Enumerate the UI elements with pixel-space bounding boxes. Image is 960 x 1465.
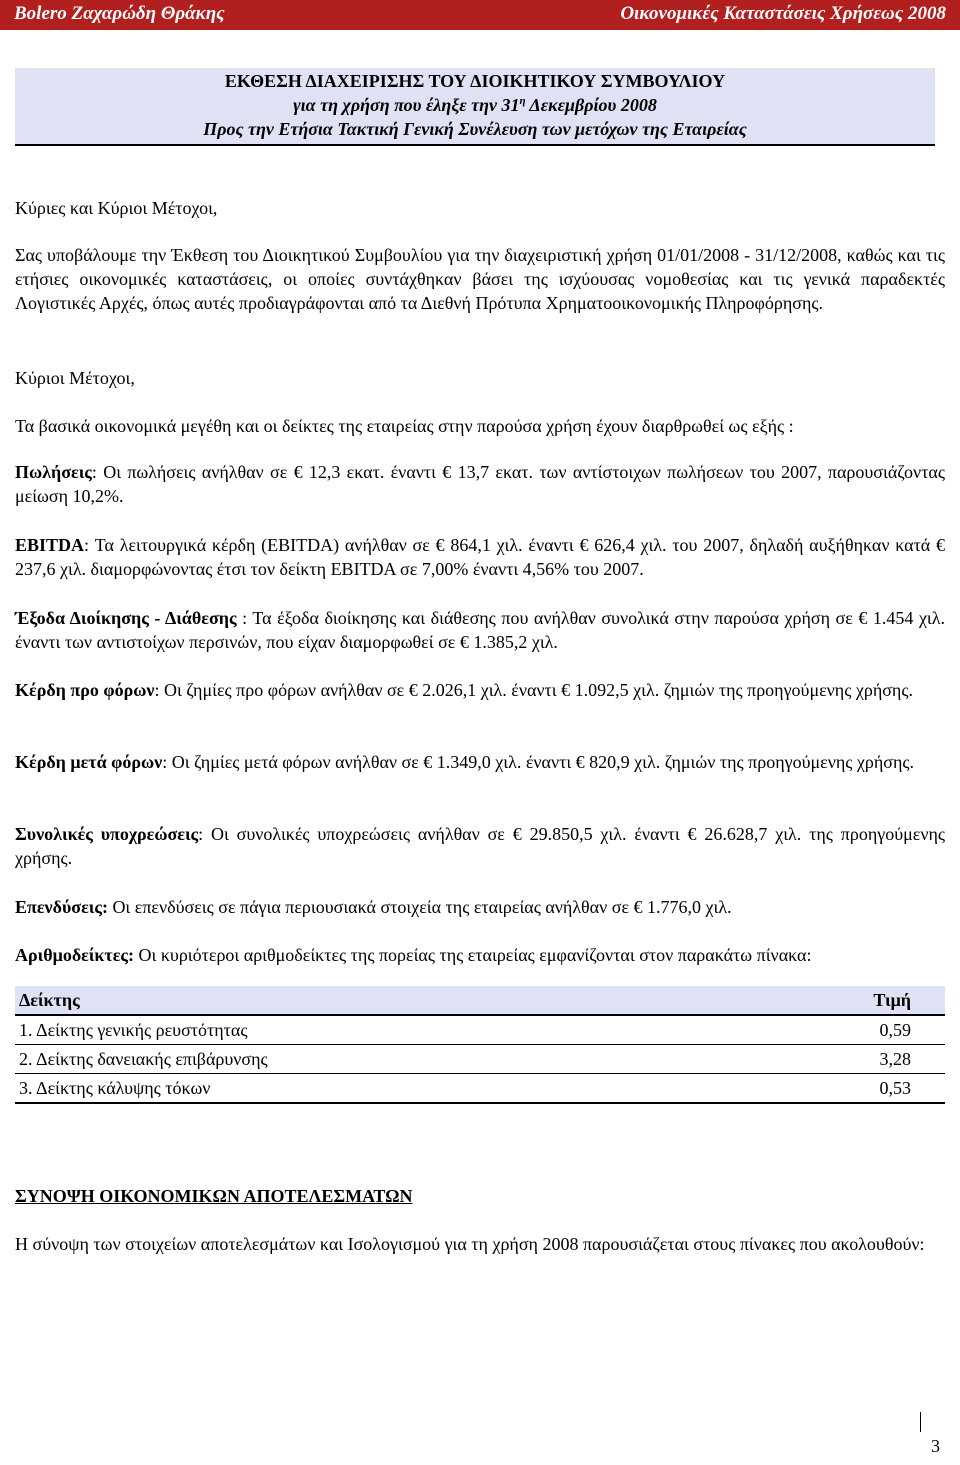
aftertax-text: : Οι ζημίες μετά φόρων ανήλθαν σε € 1.349,0 χιλ. έναντι € 820,9 χιλ. ζημιών της προηγούμενης χρήσης. [162, 752, 915, 772]
ratios-header-value: Τιμή [733, 986, 945, 1015]
salutation: Κύριες και Κύριοι Μέτοχοι, [15, 198, 218, 218]
table-row [15, 1074, 945, 1104]
ebitda-label: EBITDA [15, 535, 85, 555]
ratios-table [15, 986, 945, 1104]
sales-text: : Οι πωλήσεις ανήλθαν σε € 12,3 εκατ. έναντι € 13,7 εκατ. των αντίστοιχων πωλήσεων του 2007, παρουσιάζοντας μείωση 10,2%. [15, 462, 945, 506]
ratio-value: 0,59 [733, 1015, 945, 1045]
page-header [0, 0, 960, 30]
footer-divider [920, 1412, 921, 1432]
report-period-sup: η [519, 95, 526, 107]
investments-paragraph [15, 895, 945, 919]
pretax-label: Κέρδη προ φόρων [15, 680, 155, 700]
investments-label: Επενδύσεις: [15, 897, 108, 917]
summary-paragraph: Η σύνοψη των στοιχείων αποτελεσμάτων και Ισολογισμού για τη χρήση 2008 παρουσιάζεται στους πίνακες που ακολουθούν: [15, 1234, 925, 1254]
ratios-paragraph [15, 943, 945, 967]
sales-label: Πωλήσεις [15, 462, 92, 482]
page-number: 3 [931, 1436, 940, 1456]
report-recipient: Προς την Ετήσια Τακτική Γενική Συνέλευση των μετόχων της Εταιρείας [203, 119, 747, 139]
ratio-name: 3. Δείκτης κάλυψης τόκων [15, 1074, 733, 1104]
ebitda-text: : Τα λειτουργικά κέρδη (EBITDA) ανήλθαν σε € 864,1 χιλ. έναντι € 626,4 χιλ. του 2007, δηλαδή αυξήθηκαν κατά € 237,6 χιλ. διαμορφώνοντας έτσι τον δείκτη EBITDA σε 7,00% έναντι 4,56% του 2007. [15, 535, 945, 579]
header-company: Bolero Ζαχαρώδη Θράκης [14, 3, 225, 24]
investments-text: Οι επενδύσεις σε πάγια περιουσιακά στοιχεία της εταιρείας ανήλθαν σε € 1.776,0 χιλ. [107, 897, 732, 917]
pretax-paragraph [15, 678, 945, 702]
ratio-value: 3,28 [733, 1045, 945, 1074]
ratio-value: 0,53 [733, 1074, 945, 1104]
header-document-title: Οικονομικές Καταστάσεις Χρήσεως 2008 [620, 3, 946, 24]
ratios-header-index: Δείκτης [15, 986, 733, 1015]
intro-paragraph: Σας υποβάλουμε την Έκθεση του Διοικητικού Συμβουλίου για την διαχειριστική χρήση 01/01/2008 - 31/12/2008, καθώς και τις ετήσιες οικονομικές καταστάσεις, οι οποίες συντάχθηκαν βάσει της ισχύουσας νομοθεσίας και τις γενικά παραδεκτές Λογιστικές Αρχές, όπως αυτές προδιαγράφονται από τα Διεθνή Πρότυπα Χρηματοοικονομικής Πληροφόρησης. [15, 245, 945, 313]
ratio-name: 1. Δείκτης γενικής ρευστότητας [15, 1015, 733, 1045]
report-period [15, 93, 935, 117]
liabilities-label: Συνολικές υποχρεώσεις [15, 824, 199, 844]
report-title: ΕΚΘΕΣΗ ΔΙΑΧΕΙΡΙΣΗΣ ΤΟΥ ΔΙΟΙΚΗΤΙΚΟΥ ΣΥΜΒΟΥΛΙΟΥ [224, 71, 726, 91]
overview-paragraph: Τα βασικά οικονομικά μεγέθη και οι δείκτες της εταιρείας στην παρούσα χρήση έχουν διαρθρωθεί ως εξής : [15, 416, 794, 436]
liabilities-paragraph [15, 822, 945, 870]
report-period-end: Δεκεμβρίου 2008 [525, 95, 657, 115]
table-row [15, 1015, 945, 1045]
table-row [15, 1045, 945, 1074]
expenses-text: : Τα έξοδα διοίκησης και διάθεσης που ανήλθαν συνολικά στην παρούσα χρήση σε € 1.454 χιλ. έναντι των αντιστοίχων περσινών, που είχαν διαμορφωθεί σε € 1.385,2 χιλ. [15, 608, 946, 652]
sales-paragraph [15, 460, 945, 508]
salutation-2: Κύριοι Μέτοχοι, [15, 368, 135, 388]
ratios-label: Αριθμοδείκτες: [15, 945, 134, 965]
expenses-paragraph [15, 606, 945, 654]
aftertax-label: Κέρδη μετά φόρων [15, 752, 163, 772]
pretax-text: : Οι ζημίες προ φόρων ανήλθαν σε € 2.026,1 χιλ. έναντι € 1.092,5 χιλ. ζημιών της προηγούμενης χρήσης. [154, 680, 913, 700]
report-period-text: για τη χρήση που έληξε την 31 [293, 95, 520, 115]
aftertax-paragraph [15, 750, 945, 774]
ratios-table-header [15, 986, 945, 1015]
ratios-text: Οι κυριότεροι αριθμοδείκτες της πορείας της εταιρείας εμφανίζονται στον παρακάτω πίνακα: [134, 945, 812, 965]
ebitda-paragraph [15, 533, 945, 581]
expenses-label: Έξοδα Διοίκησης - Διάθεσης [15, 608, 237, 628]
summary-heading [15, 1184, 945, 1208]
summary-heading-text: ΣΥΝΟΨΗ ΟΙΚΟΝΟΜΙΚΩΝ ΑΠΟΤΕΛΕΣΜΑΤΩΝ [15, 1186, 413, 1206]
ratio-name: 2. Δείκτης δανειακής επιβάρυνσης [15, 1045, 733, 1074]
liabilities-text: : Οι συνολικές υποχρεώσεις ανήλθαν σε € 29.850,5 χιλ. έναντι € 26.628,7 χιλ. της προηγούμενης χρήσης. [15, 824, 945, 868]
report-title-box [15, 68, 935, 146]
